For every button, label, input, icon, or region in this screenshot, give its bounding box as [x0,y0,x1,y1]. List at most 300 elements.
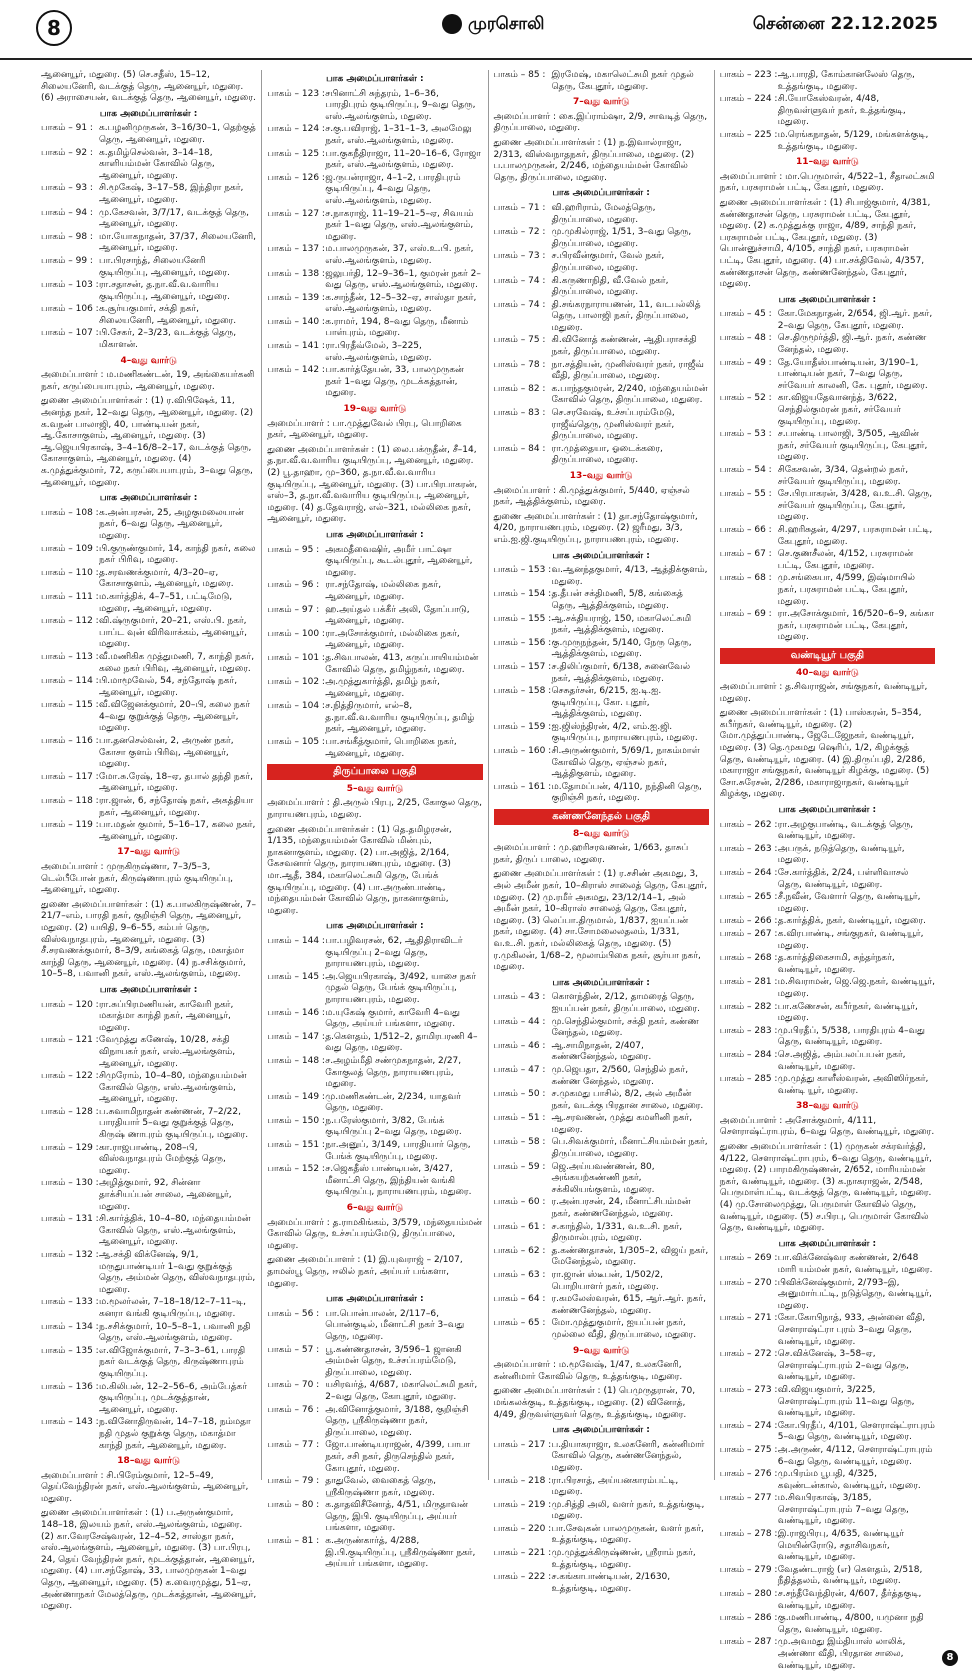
booth-number: பாகம் – 105 : [267,737,325,748]
ward-heading: 13–வது வார்டு [569,471,633,481]
booth-entry [41,772,256,795]
booth-number: பாகம் – 59 : [493,1161,546,1172]
booth-number: பாகம் – 109 : [41,543,99,554]
booth-organiser: கோ.மேகநாதன், 2/654, ஜி.ஆர். நகர், 2–வது தெரு, கேபுதூர், மதுரை. [777,309,933,331]
booth-entry [494,1113,709,1136]
booth-organiser: பா.கார்த்தேயன், 33, பாலமுருகன் நகர் 1–வது தெரு, முடக்கத்தான், மதுரை. [325,365,464,399]
booth-organiser: ச.காந்தில், 1/331, வ.உ.சி. நகர், திருமால்புரம், மதுரை. [551,1221,683,1244]
booth-organiser: ஹ.அய்தல் பக்கீர் அலி, தோப்பாடு, ஆனையூர், மதுரை. [325,604,470,627]
booth-organiser: த.தீபன் சக்திமணி, 5/8, கங்கைத் தெரு, ஆத்திக்குளம், மதுரை. [551,589,683,611]
booth-number: பாகம் – 99 : [41,255,93,266]
booth-number: பாகம் – 125 : [267,148,325,159]
booth-organiser: த.சரவணக்குமார், 4/3–20–ஏ, கோசாகுளம், ஆனையூர், மதுரை. [99,567,234,590]
booth-organiser: கா.விஜயதேவானந்த், 3/622, செந்தில்குமரன் நகர், சர்வேயர் குடியிருப்பு, மதுரை. [777,393,901,427]
booth-entry [41,148,256,183]
booth-number: பாகம் – 65 : [493,1318,546,1329]
booth-number: பாகம் – 46 : [493,1040,546,1051]
booth-organiser: ந.பரேஸ்குமார், 3/82, பேங்க் குடியிருப்பு 2–வது தெரு, மதுரை. [325,1115,462,1138]
booth-number: பாகம் – 285 : [719,1074,778,1085]
booth-entry [720,916,935,928]
booth-entry [720,1050,935,1073]
booth-entry [41,544,256,567]
booth-entry [494,722,709,745]
booth-organiser: வீ.மணிகிக முத்துமணி, 7, காந்தி நகர், கலை நகர் பிரிவு, ஆனையூர், மதுரை. [99,651,255,674]
booth-organiser: ஆ.பாரதி, கோம்கானலேஸ் தெரு, உத்தங்குடி, மதுரை. [777,70,915,92]
booth-number: பாகம் – 136 : [41,1381,99,1392]
booth-entry [41,616,256,651]
booth-entry [720,130,935,153]
booth-number: பாகம் – 145 : [267,971,325,982]
booth-organiser: செ.விக்னேஷ், 3–58–ஏ, சௌராஷ்ட்ராபுரம் 2–வது தெரு, வண்டியூர், மதுரை. [777,1349,909,1383]
section-subheading: பாக அமைப்பாளர்கள் : [552,188,650,199]
booth-entry [267,972,482,1007]
booth-entry [494,1065,709,1088]
booth-number: பாகம் – 83 : [493,408,546,419]
booth-organiser: மு.செந்தில்குமார், சக்தி நகர், கண்ண னேந்தல், மதுரை. [551,1016,699,1039]
booth-entry [720,892,935,915]
booth-organiser: க.விரபாண்டி, சங்குநகர், வண்டியூர், மதுரை. [777,928,924,951]
booth-number: பாகம் – 108 : [41,507,99,518]
section-subheading: பாக அமைப்பாளர்கள் : [99,984,198,995]
booth-number: பாகம் – 266 : [719,916,778,927]
booth-number: பாகம் – 72 : [493,227,546,238]
booth-number: பாகம் – 98 : [41,231,93,242]
booth-number: பாகம் – 66 : [719,524,772,535]
booth-number: பாகம் – 264 : [719,868,778,878]
booth-number: பாகம் – 67 : [719,549,772,560]
section-subheading: பாக அமைப்பாளர்கள் : [552,977,650,988]
booth-entry [267,580,482,603]
booth-number: பாகம் – 218 : [493,1475,552,1486]
booth-entry [267,737,482,760]
paragraph: ஆனையூர், மதுரை. (5) செ.சதீஸ், 15–12, சிலையனேரி, வடக்குத் தெரு, ஆனையூர், மதுரை. (6) அராசையன், வடக்குத் தெரு, ஆனையூர், மதுரை. [41,70,256,104]
booth-number: பாகம் – 119 : [41,820,99,831]
section-subheading: பாக அமைப்பாளர்கள் : [326,921,424,932]
booth-organiser: த.கார்த்திகைசாமி, சுந்தர்நகர், வண்டியூர், மதுரை. [777,953,895,975]
booth-entry [720,1385,935,1420]
booth-number: பாகம் – 277 : [719,1493,778,1504]
booth-number: பாகம் – 91 : [41,123,93,134]
booth-organiser: அ.ஜெயபிரகாஷ், 3/492, யாசை நகர் முதல் தெரு, பேங்க் குடியிருப்பு, நாராயணபுரம், மதுரை. [325,971,477,1005]
booth-organiser: சே.பிரபாகரன், 3/428, வ.உ.சி. தெரு, சர்வேயர் குடியிருப்பு, கேபுதூர், மதுரை. [777,489,933,523]
booth-organiser: ஆ.சரவணன், முத்து கமளினி நகர், மதுரை. [551,1113,693,1135]
booth-organiser: பா.விக்னேஷ்வர கண்ணன், 2/648 மாரி யம்மன் நகர், வண்டியூர், மதுரை. [777,1253,933,1275]
booth-organiser: ஜெ.அய்யவண்ணன், 80, அங்கயற்கண்ணி நகர், சக்கிலியங்குளம், மதுரை. [551,1161,655,1195]
booth-number: பாகம் – 137 : [267,244,325,255]
booth-entry [267,1440,482,1475]
paragraph: அமைப்பாளர் : முருகிருஷ்ணா, 7–3/5–3, டெல்பீபோன் நகர், கிருஷ்ணாபுரம் குடியிருப்பு, ஆனையூர், மதுரை. [41,862,234,896]
booth-organiser: கோ.கோபிநாத், 933, அன்னை வீதி, சௌராஷ்ட்ரா புரம் 3–வது தெரு, வண்டியூர், மதுரை. [777,1313,926,1347]
booth-entry [494,992,709,1015]
booth-number: பாகம் – 272 : [719,1349,778,1360]
booth-number: பாகம் – 71 : [493,202,546,213]
booth-entry [267,1116,482,1139]
booth-number: பாகம் – 223 : [719,70,778,80]
booth-entry [41,700,256,735]
booth-number: பாகம் – 161 : [493,781,552,792]
booth-organiser: மு.ஜெபதா, 2/560, செந்தில் நகர், கண்ண னேந்தல், மதுரை. [551,1064,689,1087]
booth-number: பாகம் – 75 : [493,335,546,346]
booth-organiser: பா.பிரசாந்த், சிலையனேரி குடியிருப்பு, ஆனையூர், மதுரை. [99,255,230,278]
booth-entry [494,1270,709,1293]
booth-number: பாகம் – 278 : [719,1529,778,1540]
booth-entry [720,1493,935,1528]
paragraph: துணை அமைப்பாளர்கள் : (1) ர.விபிஷேக், 11, அனந்த நகர், 12–வது தெரு, ஆனையூர், மதுரை. (2) க.வநன் பாலாஜி, 40, பாண்டியன் நகர், ஆ.கோசாகுளம், ஆனையூர், மதுரை. (3) ஆ.ஜெயபிரகாஷ், 3–4–16/8–2–17, வடக்குத் தெரு, கோசாகுளம், ஆனையூர், மதுரை. (4) க.முத்துக்குமார், 72, கருப்பையாபுரம், 3–வது தெரு, ஆனையூர், மதுரை. [41,396,253,488]
booth-organiser: ச.ஜெகதீஸ் பாண்டியன், 3/427, மீனாட்சி தெரு, இந்தியன் வங்கி குடியிருப்பு, நாராயணபுரம், மதுரை. [325,1164,472,1198]
booth-number: பாகம் – 151 : [267,1140,325,1151]
booth-number: பாகம் – 104 : [267,701,325,712]
booth-organiser: மோ.முத்துகுமார், ஐயப்பன் நகர், முல்லை வீதி, திருப்பாலை, மதுரை. [551,1318,697,1340]
booth-organiser: ச.நித்திருமார், எல்–8, த.நா.வீ.வ.வாரிய குடியிருப்பு, தமிழ் நகர், ஆனையூர், மதுரை. [325,701,475,735]
ward-heading: 19–வது வார்டு [343,404,407,415]
booth-entry [494,384,709,407]
booth-entry [494,589,709,612]
logo-icon [442,14,462,34]
booth-organiser: பூ.கண்ணதாசன், 3/596–1 ஜானகி அம்மன் தெரு, உச்சப்பரம்மேடு, திருப்பாலை, மதுரை. [325,1344,462,1378]
booth-organiser: ரா.ஜான் ஸ்டீபன், 1/502/2, பொறியாளர் நகர், மதுரை. [551,1270,664,1292]
booth-entry [267,1476,482,1499]
booth-number: பாகம் – 115 : [41,700,99,711]
booth-entry [41,208,256,231]
booth-entry [41,736,256,771]
booth-number: பாகம் – 57 : [267,1344,320,1355]
paragraph: துணை அமைப்பாளர்கள் : (1) ர.சசிண் அகமது, 3, அல் அமீன் நகர், 10–கிராஸ் சாலைத் தெரு, கேபுதூர், மதுரை. (2) மு.ரமீர் அகமது, 23/12/14–1, அல் அமீன் நகர், 10–கிராஸ் சாலைத் தெரு, கேபுதூர், மதுரை. (3) லெப்பா.திருமால், 1/837, ஐயப்பன் நகர், மதுரை. (4) சா.சோமலைலதலம், 1/331, வ.உ.சி. நகர், மல்லிகைத் தெரு, மதுரை. (5) ர.முகிலன், 1/68–2, மூலாம்பிகை நகர், சூர்யா நகர், மதுரை. [493,869,708,973]
booth-number: பாகம் – 274 : [719,1420,778,1431]
paragraph: அமைப்பாளர் : த.ராமகிங்கம், 3/579, மந்தையம்மன் கோவில் தெரு, உச்சப்பரம்மேடு, திருப்பாலை, மதுரை. [267,1217,482,1251]
booth-number: பாகம் – 74 : [493,275,546,286]
booth-entry [494,408,709,443]
booth-number: பாகம் – 147 : [267,1031,325,1042]
booth-number: பாகம் – 111 : [41,591,99,602]
booth-organiser: க.தமிழ்செல்வன், 3–14–18, காளியம்மன் கோவில் தெரு, ஆனையூர், மதுரை. [99,147,215,181]
booth-number: பாகம் – 69 : [719,609,772,620]
booth-organiser: ச.திலிப்குமார், 6/138, சுனைவேல் நகர், ஆத்திக்குளம், மதுரை. [551,661,691,684]
booth-organiser: ச.பிரவீன்குமார், வேல் நகர், திருப்பாலை, மதுரை. [551,251,665,273]
booth-organiser: மு.அவமது இம்தியாஸ் லாலிக், அண்ணா வீதி, பிரதான சாலை, வண்டியூர், மதுரை. [777,1637,906,1671]
booth-organiser: ந.சசிக்குமார், 10–5–8–1, பவானி நதி தெரு, எஸ்.ஆலங்குளம், மதுரை. [99,1321,251,1344]
booth-organiser: பி.குருண்குமார், 14, காந்தி நகர், கலை நகர் பிரிவு, மதுரை. [99,543,256,566]
booth-number: பாகம் – 45 : [719,309,772,320]
booth-number: பாகம் – 279 : [719,1564,778,1575]
booth-number: பாகம் – 54 : [719,465,772,475]
article-columns [36,70,940,1671]
booth-entry [494,335,709,358]
paragraph: துணை அமைப்பாளர்கள் : (1) தெ.தமிழரசன், 1/135, மந்தையம்மன் கோவில் மின்பும், நாகனாகுளம், மதுரை. (2) பா.அஜித், 2/164, கேசவனார் தெரு, நாராயணபுரம், மதுரை. (3) மா.ஆதீ, 384, மகாலெட்சுமி தெரு, பேங்க் குடியிருப்பு, மதுரை. (4) பா.அருண்பாண்டி, மந்தையம்மன் கோவில் தெரு, நாகனாகுளம், மதுரை. [267,824,452,916]
booth-organiser: ர.அன்பரசன், 24, மீனாட்சிபம்மன் நகர், கண்ணனேந்தல், மதுரை. [551,1197,691,1220]
booth-number: பாகம் – 130 : [41,1178,99,1189]
booth-number: பாகம் – 81 : [267,1536,320,1547]
booth-entry [720,868,935,891]
booth-organiser: பெ.சிவக்குமார், மீனாட்சியம்மன் நகர், திருப்பாலை, மதுரை. [551,1137,708,1160]
booth-organiser: த.சிவபாலன், 413, கருப்பாயியம்மன் கோவில் தெரு, தமிழ்நகர், மதுரை. [325,652,479,675]
booth-organiser: ச.சந்தீவேந்திரன், 4/607, தீர்த்தகுடி, வண்டியூர், மதுரை. [777,1589,922,1611]
booth-number: பாகம் – 106 : [41,304,99,315]
dateline: சென்னை 22.12.2025 [752,14,938,34]
booth-entry [494,1162,709,1197]
booth-entry [267,653,482,676]
booth-number: பாகம் – 126 : [267,172,325,183]
booth-organiser: மு.முத்துக்கிருஷ்ணன், ஸ்ரீராம் நகர், உத்தங்குடி, மதுரை. [551,1548,696,1570]
booth-organiser: த.கார்த்திக், நகர், வண்டியூர், மதுரை. [777,916,926,927]
booth-entry [494,614,709,637]
booth-entry [41,280,256,303]
booth-entry [267,1008,482,1031]
booth-number: பாகம் – 276 : [719,1469,778,1480]
booth-organiser: ஆ.சக்தியராஜ், 150, மகாலெட்சுமி நகர், ஆத்திக்குளம், மதுரை. [551,613,692,636]
booth-organiser: ச.கு.பவிராஜ், 1–31–1–3, அலமேலு நகர், எஸ்.ஆலங்குளம், மதுரை. [325,124,472,146]
booth-entry [267,1140,482,1163]
booth-number: பாகம் – 142 : [267,365,325,376]
booth-entry [267,173,482,208]
section-subheading: பாக அமைப்பாளர்கள் : [99,493,198,504]
ward-heading: 4–வது வார்டு [120,355,177,366]
booth-entry [267,701,482,736]
booth-number: பாகம் – 49 : [719,357,772,368]
booth-entry [41,256,256,279]
ward-heading: 18–வது வார்டு [117,1456,180,1467]
booth-organiser: கோ.பிரதீப், 4/101, சௌராஷ்ட்ராபுரம் 5–வது தெரு, வண்டியூர், மதுரை. [777,1420,935,1443]
booth-number: பாகம் – 110 : [41,567,99,578]
booth-organiser: ரா.அசோக்குமார், மல்லிகை நகர், ஆனையூர், மதுரை. [325,628,460,651]
booth-entry [494,360,709,383]
booth-organiser: வீ.விஜேனக்குமார், 20–பி, கலை நகர் 4–வது குறுக்குத் தெரு, ஆனையூர், மதுரை. [99,700,251,734]
booth-number: பாகம் – 44 : [493,1016,546,1027]
booth-entry [41,1107,256,1142]
booth-entry [720,1565,935,1588]
booth-entry [267,629,482,652]
booth-organiser: அகமதீவைஷிர், அமீர் பாட்ஷா குடியிருப்பு, கூடல்புதூர், ஆனையூர், மதுரை. [325,544,473,578]
booth-organiser: சீ.நவீன், வேளார் தெரு, வண்டியூர், மதுரை. [777,892,921,914]
booth-number: பாகம் – 135 : [41,1345,99,1356]
booth-organiser: க.அருண்கார்த், 4/288, இ.பி.குடியிருப்பு, ஸ்ரீகிருஷ்ணா நகர், அய்யர் பங்களா, மதுரை. [325,1536,476,1570]
booth-entry [494,1572,709,1595]
booth-entry [267,1092,482,1115]
booth-entry [267,209,482,244]
booth-number: பாகம் – 134 : [41,1321,99,1332]
booth-entry [267,1056,482,1091]
booth-organiser: வி.விஜயகுமார், 3/225, சௌராஷ்ட்ராபுரம் 11–வது தெரு, வண்டியூர், மதுரை. [777,1384,915,1419]
ward-heading: 11–வது வார்டு [796,157,859,168]
booth-entry [41,1000,256,1035]
booth-organiser: ம.ரெங்கநாதன், 5/129, மங்களக்குடி, உத்தங்குடி, மதுரை. [777,129,929,152]
booth-number: பாகம் – 146 : [267,1007,325,1018]
booth-number: பாகம் – 275 : [719,1444,778,1455]
booth-number: பாகம் – 58 : [493,1137,546,1148]
booth-number: பாகம் – 101 : [267,652,325,663]
booth-organiser: சி.மூகேஷ், 3–17–58, இந்திரா நகர், ஆனையூர், மதுரை. [99,183,244,205]
booth-number: பாகம் – 283 : [719,1025,778,1036]
booth-organiser: சபினாட்சி சுந்தரம், 1–6–36, பாரதிபுரம் குடியிருப்பு, 9–வது தெரு, எஸ்.ஆலங்குளம், மதுரை. [325,88,476,122]
paragraph: துணை அமைப்பாளர்கள் : (1) முருகன் சக்ரவர்த்தி, 4/122, சௌராஷ்ட்ராபுரம், 6–வது தெரு, வண்டியூர், மதுரை. (2) பாரமகிருஷ்ணன், 2/652, மாரியம்மன் நகர், வண்டியூர், மதுரை. (3) க.நாகராஜன், 2/548, பெருமாள்பட்டி, வடக்குத் தெரு, வண்டியூர், மதுரை. (4) மு.சோலைமுத்து, பெருமாள் கோவில் தெரு, வண்டியூர், மதுரை. (5) ச.பிரபு, பெருமாள் கோவில் தெரு, வண்டியூர், மதுரை. [719,1142,932,1234]
booth-organiser: சி.அருண்குமார், 5/69/1, நாகம்மாள் கோவில் தெரு, ஏஞ்சல் நகர், ஆத்திகுளம், மதுரை. [551,746,700,780]
booth-entry [720,844,935,867]
booth-number: பாகம் – 131 : [41,1214,99,1225]
booth-entry [267,365,482,400]
booth-organiser: மு.கேசவன், 3/7/17, வடக்குத் தெரு, ஆனையூர், மதுரை. [99,207,250,230]
booth-entry [267,1164,482,1199]
booth-organiser: யசிரவர்த், 4/687, மகாலெட்சுமி நகர், 2–வது தெரு, கோபுதூர், மதுரை. [325,1380,478,1402]
booth-organiser: கு.முருநந்தன், 5/140, நேரு தெரு, ஆத்திக்குளம், மதுரை. [551,637,692,660]
booth-number: பாகம் – 48 : [719,333,772,344]
booth-entry [41,1417,256,1452]
booth-entry [720,393,935,428]
booth-entry [720,465,935,488]
booth-entry [267,545,482,580]
booth-number: பாகம் – 127 : [267,208,325,219]
booth-number: பாகம் – 47 : [493,1064,546,1075]
booth-number: பாகம் – 141 : [267,341,325,352]
booth-entry [494,1041,709,1064]
booth-entry [41,1071,256,1106]
booth-number: பாகம் – 143 : [41,1417,99,1428]
booth-entry [267,1380,482,1403]
paragraph: அமைப்பாளர் : மு.ஹரிசரவணன், 1/663, தாசுப் நகர், திருப் பாலை, மதுரை. [493,843,689,865]
booth-organiser: ரா.பிரசாத், அய்யனகாரம்பட்டி, மதுரை. [551,1475,679,1498]
booth-organiser: க.அன்பரசன், 25, அழகுமலையான் நகர், 6–வது தெரு, ஆனையூர், மதுரை. [99,507,244,541]
booth-entry [720,609,935,644]
booth-number: பாகம் – 152 : [267,1164,325,1175]
booth-number: பாகம் – 219 : [493,1499,552,1510]
booth-entry [494,1524,709,1547]
booth-entry [41,1143,256,1178]
booth-number: பாகம் – 78 : [493,359,546,370]
booth-organiser: மா.யோகநாதன், 37/37, சிலையனேரி, ஆனையூர், மதுரை. [99,231,257,254]
booth-organiser: க.சாந்தீன், 12–5–32–ஏ, சாஸ்தா நகர், எஸ்.ஆலங்குளம், மதுரை. [325,292,477,315]
booth-organiser: ம.கார்த்திக், 4–7–51, பட்டிமேடு, மதுரை, ஆனையூர், மதுரை. [99,591,233,614]
section-subheading: பாக அமைப்பாளர்கள் : [326,1294,424,1305]
booth-organiser: ஆ.சக்தி விக்னேஷ், 9/1, மருதுபாண்டியர் 1–வது குறுக்குத் தெரு, அம்மன் தெரு, விஸ்வநாதபுரம், மதுரை. [99,1250,256,1295]
paragraph: துணை அமைப்பாளர்கள் : (1) ப.அருண்குமார், 148–18, இலயம் நகர், எஸ்.ஆலங்குளம், மதுரை. (2) கா.வேரசேஷ்வரன், 12–4–52, சாஸ்தா நகர், எஸ்.ஆலங்குளம், ஆனையூர், மதுரை. (3) பா.பிரபு, 24, தெய் வேந்திரன் நகர், மூடக்குத்தான், ஆனையூர், மதுரை. (4) பா.சந்தோஷ், 33, பாலமுருகன் 1–வது தெரு, ஆனையூர், மதுரை. (5) க.வைரமுத்து, 51–ஏ, அண்ணாநகர் மேலத்தெரு, முடக்கத்தான், ஆனையூர், மதுரை. [41,1508,257,1612]
booth-entry [720,1469,935,1492]
booth-number: பாகம் – 263 : [719,843,778,854]
booth-entry [494,276,709,299]
booth-entry [720,1637,935,1672]
booth-number: பாகம் – 122 : [41,1071,99,1082]
paragraph: அமைப்பாளர் : தி.அருல் பிரபு, 2/25, கோகுல தெரு, நாராயணபுரம், மதுரை. [267,798,482,821]
booth-number: பாகம் – 93 : [41,183,93,194]
booth-organiser: சி.யோகேஸ்வரன், 4/48, திருவள்ளுவர் நகர், உத்தங்குடி, மதுரை. [777,94,906,128]
booth-organiser: ஆ.சாமிநாதன், 2/407, கண்ணனேந்தல், மதுரை. [551,1040,652,1063]
booth-entry [41,676,256,699]
booth-entry [720,573,935,608]
booth-number: பாகம் – 84 : [493,443,546,454]
booth-entry [41,796,256,819]
booth-organiser: அ.முத்துகார்த்தி, தமிழ் நகர், ஆனையூர், மதுரை. [325,677,440,699]
booth-organiser: ம.தோமப்பன், 4/110, நந்தினி தெரு, குறிஞ்சி நகர், மதுரை. [551,781,702,804]
booth-entry [494,1294,709,1317]
booth-number: பாகம் – 56 : [267,1308,320,1319]
booth-organiser: ம.பாலமுருகன், 37, எஸ்.உ.பி. நகர், எஸ்.ஆலங்குளம், மதுரை. [325,244,474,266]
booth-number: பாகம் – 153 : [493,565,552,576]
booth-entry [267,149,482,172]
booth-entry [41,328,256,351]
booth-organiser: செ.திருமூர்த்தி, ஜி.ஆர். நகர், கண்ண னேந்தல், மதுரை. [777,333,927,356]
booth-number: பாகம் – 133 : [41,1297,99,1308]
booth-number: பாகம் – 129 : [41,1142,99,1153]
booth-organiser: சி.கார்த்திக், 10–4–80, மந்தையம்மன் கோவில் தெரு, எஸ்.ஆலங்குளம், ஆனையூர், மதுரை. [99,1214,251,1248]
booth-number: பாகம் – 63 : [493,1270,546,1280]
booth-organiser: மு.சங்கையா, 4/599, இஷ்மாயில் நகர், பரசுராமன் பட்டி, கேபுதூர், மதுரை. [777,573,916,607]
booth-organiser: பா.சங்கீத்குமார், பொறிகை நகர், ஆனையூர், மதுரை. [325,737,457,759]
booth-number: பாகம் – 132 : [41,1250,99,1260]
booth-number: பாகம் – 158 : [493,686,552,697]
booth-entry [267,341,482,364]
booth-organiser: இரமேஷ், மகாலெட்சுமி நகர் முதல் தெரு, கேபுதூர், மதுரை. [551,70,694,92]
booth-entry [720,1421,935,1444]
booth-entry [720,1589,935,1612]
paragraph: அமைப்பாளர் : த.சிவராஜன், சங்குநகர், வண்டியூர், மதுரை. [719,682,928,704]
section-subheading: பாக அமைப்பாளர்கள் : [552,550,650,561]
booth-organiser: ஜலுபர்தி, 12–9–36–1, குமரன் நகர் 2–வது தெரு, எஸ்.ஆலங்குளம், மதுரை. [325,268,481,291]
booth-organiser: ச.பாண்டி பாலாஜி, 3/505, ஆவின் நகர், சர்வேயர் குடியிருப்பு, கேபுதூர், மதுரை. [777,429,928,463]
booth-organiser: மு.முகில்ராஜ், 1/51, 3–வது தெரு, திருப்பாலை, மதுரை. [551,227,692,249]
booth-number: பாகம் – 55 : [719,489,772,500]
booth-entry [267,1405,482,1440]
booth-entry [267,1309,482,1344]
area-banner: கண்ணனேந்தல் பகுதி [494,809,709,825]
paragraph: துணை அமைப்பாளர்கள் : (1) பாஸ்கரன், 5–354, கபீர்நகர், வண்டியூர், மதுரை. (2) மோ.முத்துப்பாண்டி, ஜேடேஜேநகர், வண்டியூர், மதுரை. (3) தெ.முகமது ஷெரிப், 1/2, கிழக்குத் தெரு, வண்டியூர், மதுரை. (4) இ.திருப்பதி, 2/286, மகாராஜா சங்குநகர், வண்டியூர் கிழக்கு, மதுரை. (5) சோ.சுரேசன், 2/286, மகாராஜாநகர், வண்டியூர் கிழக்கு, மதுரை. [719,708,930,800]
ward-heading: 7–வது வார்டு [572,97,630,108]
booth-entry [41,568,256,591]
booth-entry [720,429,935,464]
booth-organiser: வ.ஆனந்தகுமார், 4/13, ஆத்திக்குளம், மதுரை. [551,565,708,587]
booth-organiser: பி.சேகர், 2–3/23, வடக்குத் தெரு, மிகாளன். [99,328,237,351]
booth-entry [494,1500,709,1523]
booth-organiser: ரா.சுப்பிரமணியன், காவேரி நகர், மகாத்மா காந்தி நகர், ஆனையூர், மதுரை. [99,999,234,1033]
booth-organiser: ம.கிலிபன், 12–2–56–6, அம்பேத்கர் குடியிருப்பு, முடக்குத்தான், ஆனையூர், மதுரை. [99,1381,248,1415]
booth-entry [494,1246,709,1269]
booth-entry [720,1613,935,1636]
booth-entry [720,953,935,976]
booth-number: பாகம் – 217 : [493,1439,552,1450]
booth-entry [720,525,935,548]
booth-number: பாகம் – 157 : [493,661,552,672]
section-subheading: பாக அமைப்பாளர்கள் : [99,108,198,119]
paragraph: அமைப்பாளர் : ம.மணிகண்டன், 19, அங்கையர்கனி நகர், கருப்பையாபுரம், ஆனையூர், மதுரை. [41,370,255,392]
booth-number: பாகம் – 62 : [493,1245,546,1256]
booth-entry [494,686,709,721]
booth-entry [494,1017,709,1040]
column-4 [714,70,940,1671]
booth-organiser: க.பழனிமுருகன், 3–16/30–1, தெற்குத் தெரு, ஆனையூர், மதுரை. [99,123,256,145]
booth-entry [267,1536,482,1571]
booth-organiser: பிவிக்னேஷ்குமார், 2/793–இ, அனுமார்பட்டி, நடுத்தெரு, வண்டியூர், மதுரை. [777,1277,932,1311]
booth-entry [720,489,935,524]
footer-page-number: 8 [942,1650,958,1666]
booth-organiser: கி.கருணாநிதி, வீ.வேல் நகர், திருப்பாலை, மதுரை. [551,275,669,298]
booth-entry [494,70,709,93]
booth-number: பாகம் – 268 : [719,953,778,964]
booth-organiser: வேமுத்து கணேஷ், 10/28, சக்தி விநாயகர் நகர், எஸ்.ஆலங்குளம், ஆனையூர், மதுரை. [99,1035,236,1069]
booth-organiser: கா.ராஜபாண்டி, 208–பி, விஸ்வநாதபுரம் மேற்குத் தெரு, மதுரை. [99,1142,226,1176]
booth-entry [41,1214,256,1249]
booth-entry [494,1440,709,1475]
booth-organiser: மு.சித்தி அலி, வளர் நகர், உத்தங்குடி, மதுரை. [551,1499,705,1522]
ward-heading: 38–வது வார்டு [796,1101,859,1112]
booth-entry [720,309,935,332]
booth-organiser: அபருக், நடுத்தெரு, வண்டியூர், மதுரை. [777,843,905,866]
ward-heading: 17–வது வார்டு [117,847,180,858]
booth-number: பாகம் – 156 : [493,637,552,648]
booth-number: பாகம் – 123 : [267,88,325,99]
booth-organiser: அ.வினோத்குமார், 3/188, குறிஞ்சி தெரு, ஸ்ரீகிருஷ்ணா நகர், திருப்பாலை, மதுரை. [325,1404,469,1438]
booth-number: பாகம் – 120 : [41,999,99,1010]
booth-number: பாகம் – 61 : [493,1221,546,1232]
booth-organiser: ர.கமலேஸ்வரன், 615, ஆர்.ஆர். நகர், கண்ணனேந்தல், மதுரை. [551,1294,706,1316]
booth-organiser: அழித்குமார், 92, சின்னா தாக்சியப்பன் சாலை, ஆனையூர், மதுரை. [99,1178,232,1212]
booth-entry [267,1500,482,1535]
booth-number: பாகம் – 70 : [267,1380,320,1391]
